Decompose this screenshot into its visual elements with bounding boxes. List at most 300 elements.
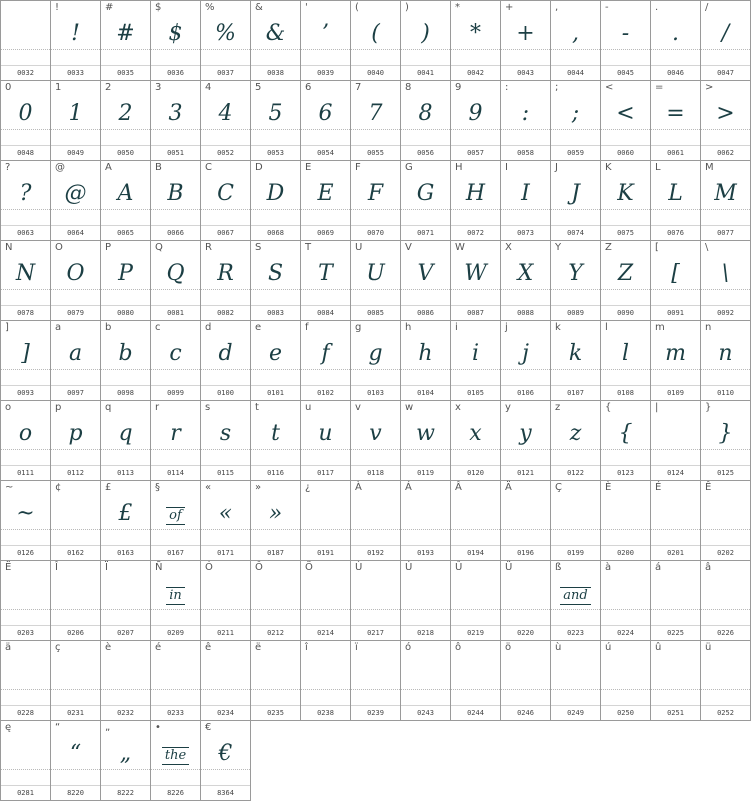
character-label: ë: [255, 642, 262, 653]
code-label: 0101: [251, 385, 300, 398]
character-label: é: [155, 642, 162, 653]
code-label: 0252: [701, 705, 750, 718]
glyph-cell: [551, 1, 601, 81]
glyph-cell: [701, 81, 751, 161]
glyph-cell: [1, 561, 51, 641]
baseline-guide: [201, 449, 250, 450]
glyph-sample: >: [716, 101, 735, 126]
character-label: s: [205, 402, 211, 413]
code-label: 0041: [401, 65, 450, 78]
glyph-cell: [701, 241, 751, 321]
code-label: 0193: [401, 545, 450, 558]
baseline-guide: [1, 529, 50, 530]
glyph-cell: [101, 561, 151, 641]
glyph-sample: 5: [268, 101, 283, 126]
glyph-cell: [201, 481, 251, 561]
glyph-sample: +: [516, 21, 535, 46]
baseline-guide: [51, 129, 100, 130]
glyph-sample: €: [218, 741, 233, 766]
glyph-cell: [151, 721, 201, 801]
glyph-sample: ,: [572, 21, 579, 46]
baseline-guide: [401, 209, 450, 210]
glyph-cell: [151, 241, 201, 321]
glyph-cell: [351, 561, 401, 641]
glyph-sample: 6: [318, 101, 333, 126]
code-label: 0126: [1, 545, 50, 558]
glyph-cell: [601, 481, 651, 561]
code-label: 0191: [301, 545, 350, 558]
character-label: Î: [55, 562, 58, 573]
baseline-guide: [701, 609, 750, 610]
baseline-guide: [101, 289, 150, 290]
glyph-sample: ?: [19, 181, 32, 206]
baseline-guide: [51, 529, 100, 530]
code-label: 0167: [151, 545, 200, 558]
code-label: 0199: [551, 545, 600, 558]
glyph-sample: Y: [568, 261, 583, 286]
glyph-cell: [501, 561, 551, 641]
code-label: 0081: [151, 305, 200, 318]
code-label: 0113: [101, 465, 150, 478]
baseline-guide: [501, 609, 550, 610]
character-label: Ñ: [155, 562, 163, 573]
character-label: t: [255, 402, 259, 413]
glyph-cell: [201, 1, 251, 81]
glyph-cell: [401, 241, 451, 321]
baseline-guide: [601, 689, 650, 690]
baseline-guide: [51, 769, 100, 770]
baseline-guide: [1, 289, 50, 290]
glyph-cell: [601, 81, 651, 161]
glyph-cell: [651, 1, 701, 81]
glyph-sample: o: [18, 421, 33, 446]
code-label: 0040: [351, 65, 400, 78]
code-label: 0114: [151, 465, 200, 478]
baseline-guide: [1, 49, 50, 50]
character-label: ü: [705, 642, 712, 653]
baseline-guide: [251, 609, 300, 610]
baseline-guide: [701, 689, 750, 690]
glyph-sample: p: [68, 421, 83, 446]
glyph-sample: 1: [68, 101, 83, 126]
glyph-sample: W: [464, 261, 487, 286]
code-label: 0103: [351, 385, 400, 398]
character-label: •: [155, 722, 161, 733]
character-label: y: [505, 402, 511, 413]
baseline-guide: [651, 209, 700, 210]
code-label: 0033: [51, 65, 100, 78]
glyph-sample: x: [469, 421, 482, 446]
baseline-guide: [451, 529, 500, 530]
glyph-sample: I: [521, 181, 530, 206]
character-label: à: [605, 562, 612, 573]
glyph-cell: [551, 481, 601, 561]
character-label: “: [55, 722, 61, 733]
code-label: 0100: [201, 385, 250, 398]
character-label: X: [505, 242, 512, 253]
baseline-guide: [201, 609, 250, 610]
code-label: 0039: [301, 65, 350, 78]
glyph-cell: [251, 161, 301, 241]
baseline-guide: [301, 609, 350, 610]
glyph-cell: [501, 81, 551, 161]
glyph-sample: »: [268, 501, 283, 526]
code-label: 0037: [201, 65, 250, 78]
code-label: 0238: [301, 705, 350, 718]
glyph-sample: s: [219, 421, 232, 446]
glyph-cell: [251, 1, 301, 81]
glyph-cell: [301, 401, 351, 481]
code-label: 0194: [451, 545, 500, 558]
character-label: #: [105, 2, 114, 13]
glyph-cell: [451, 481, 501, 561]
code-label: 0224: [601, 625, 650, 638]
character-label: >: [705, 82, 714, 93]
glyph-cell: [301, 161, 351, 241]
code-label: 0203: [1, 625, 50, 638]
code-label: 0045: [601, 65, 650, 78]
glyph-sample: .: [672, 21, 679, 46]
baseline-guide: [1, 449, 50, 450]
baseline-guide: [451, 689, 500, 690]
baseline-guide: [401, 289, 450, 290]
baseline-guide: [451, 209, 500, 210]
code-label: 0209: [151, 625, 200, 638]
character-label: ę: [5, 722, 12, 733]
code-label: 0163: [101, 545, 150, 558]
character-label: ö: [505, 642, 512, 653]
baseline-guide: [201, 529, 250, 530]
character-label: &: [255, 2, 263, 13]
code-label: 0046: [651, 65, 700, 78]
code-label: 0234: [201, 705, 250, 718]
baseline-guide: [701, 209, 750, 210]
glyph-sample: e: [268, 341, 283, 366]
code-label: 0067: [201, 225, 250, 238]
glyph-sample: q: [118, 421, 133, 446]
glyph-cell: [251, 321, 301, 401]
baseline-guide: [401, 449, 450, 450]
baseline-guide: [151, 49, 200, 50]
baseline-guide: [1, 129, 50, 130]
glyph-sample: [551, 587, 600, 605]
code-label: 0217: [351, 625, 400, 638]
code-label: 0231: [51, 705, 100, 718]
code-label: 0118: [351, 465, 400, 478]
character-label: {: [605, 402, 612, 413]
code-label: 0086: [401, 305, 450, 318]
baseline-guide: [201, 369, 250, 370]
code-label: 0085: [351, 305, 400, 318]
glyph-cell: [51, 561, 101, 641]
glyph-cell: [651, 641, 701, 721]
glyph-cell: [301, 641, 351, 721]
character-label: N: [5, 242, 13, 253]
glyph-cell: [501, 241, 551, 321]
baseline-guide: [201, 209, 250, 210]
baseline-guide: [551, 289, 600, 290]
glyph-cell: [451, 401, 501, 481]
glyph-sample: 3: [168, 101, 183, 126]
glyph-cell: [201, 721, 251, 801]
code-label: 8222: [101, 785, 150, 798]
glyph-sample: =: [666, 101, 685, 126]
glyph-cell: [151, 481, 201, 561]
glyph-sample: K: [617, 181, 634, 206]
code-label: 0108: [601, 385, 650, 398]
character-label: e: [255, 322, 262, 333]
code-label: 0246: [501, 705, 550, 718]
glyph-cell: [451, 641, 501, 721]
code-label: 0249: [551, 705, 600, 718]
code-label: 0196: [501, 545, 550, 558]
character-label: P: [105, 242, 112, 253]
code-label: 0077: [701, 225, 750, 238]
character-label: !: [55, 2, 60, 13]
character-label: û: [655, 642, 662, 653]
code-label: 0054: [301, 145, 350, 158]
character-label: ¿: [305, 482, 311, 493]
code-label: 0235: [251, 705, 300, 718]
code-label: 0053: [251, 145, 300, 158]
glyph-sample: A: [117, 181, 134, 206]
glyph-sample: O: [66, 261, 85, 286]
baseline-guide: [101, 609, 150, 610]
baseline-guide: [351, 369, 400, 370]
glyph-cell: [351, 241, 401, 321]
glyph-cell: [501, 321, 551, 401]
glyph-sample: i: [471, 341, 480, 366]
baseline-guide: [251, 209, 300, 210]
glyph-sample: <: [616, 101, 635, 126]
glyph-cell: [401, 481, 451, 561]
glyph-sample: 8: [418, 101, 433, 126]
baseline-guide: [151, 369, 200, 370]
baseline-guide: [651, 49, 700, 50]
glyph-sample: d: [218, 341, 233, 366]
code-label: 0048: [1, 145, 50, 158]
glyph-cell: [401, 161, 451, 241]
glyph-cell: [201, 241, 251, 321]
glyph-cell: [701, 401, 751, 481]
baseline-guide: [651, 689, 700, 690]
code-label: 0047: [701, 65, 750, 78]
glyph-cell: [551, 401, 601, 481]
baseline-guide: [101, 769, 150, 770]
code-label: 0082: [201, 305, 250, 318]
character-label: ß: [555, 562, 562, 573]
character-label: E: [305, 162, 312, 173]
glyph-sample: £: [118, 501, 133, 526]
glyph-sample: 7: [368, 101, 383, 126]
glyph-cell: [51, 81, 101, 161]
character-label: Ù: [355, 562, 363, 573]
baseline-guide: [451, 609, 500, 610]
character-label: V: [405, 242, 412, 253]
baseline-guide: [351, 529, 400, 530]
code-label: 0171: [201, 545, 250, 558]
glyph-sample: m: [665, 341, 686, 366]
baseline-guide: [51, 369, 100, 370]
glyph-cell: [51, 1, 101, 81]
baseline-guide: [301, 49, 350, 50]
baseline-guide: [501, 209, 550, 210]
glyph-cell: [601, 321, 651, 401]
baseline-guide: [651, 129, 700, 130]
glyph-cell: [501, 161, 551, 241]
glyph-cell: [51, 721, 101, 801]
code-label: 0116: [251, 465, 300, 478]
glyph-cell: [251, 561, 301, 641]
character-label: O: [55, 242, 63, 253]
baseline-guide: [401, 529, 450, 530]
baseline-guide: [1, 369, 50, 370]
glyph-sample: ’: [322, 21, 329, 46]
character-label: Ç: [555, 482, 562, 493]
code-label: 0059: [551, 145, 600, 158]
glyph-sample: c: [169, 341, 182, 366]
character-label: «: [205, 482, 212, 493]
glyph-sample: T: [318, 261, 333, 286]
glyph-cell: [351, 321, 401, 401]
character-label: ;: [555, 82, 559, 93]
code-label: 0089: [551, 305, 600, 318]
baseline-guide: [551, 689, 600, 690]
baseline-guide: [51, 209, 100, 210]
code-label: 0052: [201, 145, 250, 158]
baseline-guide: [601, 369, 650, 370]
character-label: w: [405, 402, 414, 413]
code-label: 0079: [51, 305, 100, 318]
character-label: è: [105, 642, 112, 653]
code-label: 0112: [51, 465, 100, 478]
character-label: ê: [205, 642, 212, 653]
code-label: 0050: [101, 145, 150, 158]
glyph-cell: [151, 561, 201, 641]
character-label: b: [105, 322, 112, 333]
glyph-sample: 0: [18, 101, 33, 126]
character-label: D: [255, 162, 263, 173]
code-label: 0072: [451, 225, 500, 238]
code-label: 0107: [551, 385, 600, 398]
baseline-guide: [551, 449, 600, 450]
character-label: v: [355, 402, 361, 413]
code-label: 0233: [151, 705, 200, 718]
baseline-guide: [251, 689, 300, 690]
baseline-guide: [251, 449, 300, 450]
baseline-guide: [651, 529, 700, 530]
character-label: ?: [5, 162, 11, 173]
character-label: }: [705, 402, 712, 413]
character-label: R: [205, 242, 212, 253]
code-label: 0068: [251, 225, 300, 238]
code-label: 0200: [601, 545, 650, 558]
glyph-sample: j: [522, 341, 529, 366]
baseline-guide: [551, 369, 600, 370]
glyph-cell: [201, 641, 251, 721]
baseline-guide: [501, 689, 550, 690]
code-label: 0120: [451, 465, 500, 478]
baseline-guide: [151, 289, 200, 290]
character-label: K: [605, 162, 612, 173]
character-label: â: [705, 562, 712, 573]
glyph-sample: $: [168, 21, 183, 46]
baseline-guide: [701, 449, 750, 450]
glyph-sample: G: [416, 181, 435, 206]
character-label: G: [405, 162, 413, 173]
baseline-guide: [101, 129, 150, 130]
glyph-cell: [151, 321, 201, 401]
character-label: r: [155, 402, 160, 413]
glyph-sample: V: [417, 261, 434, 286]
character-label: 2: [105, 82, 112, 93]
baseline-guide: [601, 49, 650, 50]
code-label: 0281: [1, 785, 50, 798]
glyph-cell: [551, 241, 601, 321]
glyph-cell: [201, 81, 251, 161]
code-label: 0102: [301, 385, 350, 398]
code-label: 0073: [501, 225, 550, 238]
glyph-sample: a: [68, 341, 83, 366]
code-label: 0239: [351, 705, 400, 718]
glyph-cell: [101, 641, 151, 721]
glyph-cell: [451, 321, 501, 401]
baseline-guide: [351, 689, 400, 690]
character-label: Q: [155, 242, 163, 253]
glyph-sample: k: [568, 341, 583, 366]
code-label: 0044: [551, 65, 600, 78]
code-label: 0055: [351, 145, 400, 158]
glyph-cell: [401, 81, 451, 161]
glyph-cell: [401, 641, 451, 721]
glyph-cell: [101, 161, 151, 241]
glyph-sample: ): [421, 21, 430, 46]
glyph-cell: [601, 241, 651, 321]
baseline-guide: [101, 209, 150, 210]
glyph-cell: [251, 641, 301, 721]
character-label: -: [605, 2, 609, 13]
character-label: [: [655, 242, 659, 253]
glyph-sample: 4: [218, 101, 233, 126]
glyph-cell: [651, 241, 701, 321]
glyph-cell: [401, 561, 451, 641]
code-label: 0251: [651, 705, 700, 718]
baseline-guide: [401, 129, 450, 130]
glyph-cell: [451, 561, 501, 641]
character-label: u: [305, 402, 312, 413]
code-label: 0051: [151, 145, 200, 158]
glyph-cell: [101, 241, 151, 321]
baseline-guide: [201, 129, 250, 130]
baseline-guide: [251, 369, 300, 370]
character-label: 3: [155, 82, 162, 93]
character-label: F: [355, 162, 361, 173]
code-label: 0226: [701, 625, 750, 638]
baseline-guide: [651, 449, 700, 450]
code-label: 0070: [351, 225, 400, 238]
code-label: 0218: [401, 625, 450, 638]
code-label: 0076: [651, 225, 700, 238]
character-label: ': [305, 2, 308, 13]
character-label: :: [505, 82, 509, 93]
code-label: 8226: [151, 785, 200, 798]
baseline-guide: [201, 769, 250, 770]
glyph-sample: ~: [16, 501, 35, 526]
code-label: 0097: [51, 385, 100, 398]
code-label: 0250: [601, 705, 650, 718]
baseline-guide: [1, 769, 50, 770]
baseline-guide: [601, 529, 650, 530]
